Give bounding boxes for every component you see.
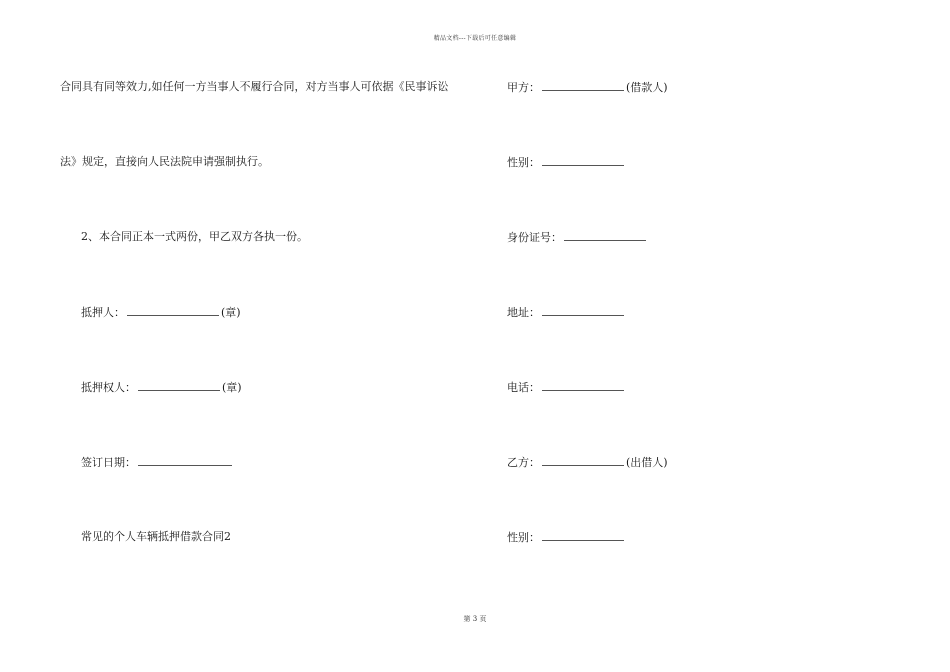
- party-b-role: (出借人): [626, 456, 668, 469]
- party-a-role: (借款人): [626, 81, 668, 94]
- gender-label-2: 性别：: [507, 531, 540, 544]
- mortgagor-row: [81, 305, 241, 320]
- gender-row-1: [507, 155, 626, 170]
- address-label: 地址：: [507, 306, 540, 319]
- mortgagor-label: 抵押人：: [81, 306, 125, 319]
- gender-row-2: [507, 530, 626, 545]
- phone-blank[interactable]: [542, 380, 624, 391]
- sign-date-label: 签订日期：: [81, 456, 136, 469]
- party-a-row: [507, 80, 668, 95]
- id-number-row: [507, 230, 648, 245]
- party-b-blank[interactable]: [542, 455, 624, 466]
- page-number: 第 3 页: [463, 615, 487, 623]
- next-contract-title: 常见的个人车辆抵押借款合同2: [81, 530, 231, 543]
- party-b-row: [507, 455, 668, 470]
- gender-blank-2[interactable]: [542, 530, 624, 541]
- page-header: 精品文档---下载后可任意编辑: [433, 35, 517, 42]
- clause-2-text: 2、本合同正本一式两份，甲乙双方各执一份。: [81, 230, 308, 243]
- mortgagee-label: 抵押权人：: [81, 381, 136, 394]
- contract-text-line-2: 法》规定，直接向人民法院申请强制执行。: [60, 155, 269, 168]
- mortgagee-blank[interactable]: [138, 380, 220, 391]
- gender-label-1: 性别：: [507, 156, 540, 169]
- party-b-label: 乙方：: [507, 456, 540, 469]
- mortgagee-row: [81, 380, 242, 395]
- id-number-blank[interactable]: [564, 230, 646, 241]
- phone-row: [507, 380, 626, 395]
- mortgagor-seal-label: (章): [221, 306, 241, 319]
- phone-label: 电话：: [507, 381, 540, 394]
- address-blank[interactable]: [542, 305, 624, 316]
- party-a-label: 甲方：: [507, 81, 540, 94]
- sign-date-blank[interactable]: [138, 455, 232, 466]
- mortgagee-seal-label: (章): [222, 381, 242, 394]
- mortgagor-blank[interactable]: [127, 305, 219, 316]
- address-row: [507, 305, 626, 320]
- gender-blank-1[interactable]: [542, 155, 624, 166]
- contract-text-line-1: 合同具有同等效力,如任何一方当事人不履行合同，对方当事人可依据《民事诉讼: [60, 80, 449, 93]
- id-number-label: 身份证号：: [507, 231, 562, 244]
- sign-date-row: [81, 455, 234, 470]
- party-a-blank[interactable]: [542, 80, 624, 91]
